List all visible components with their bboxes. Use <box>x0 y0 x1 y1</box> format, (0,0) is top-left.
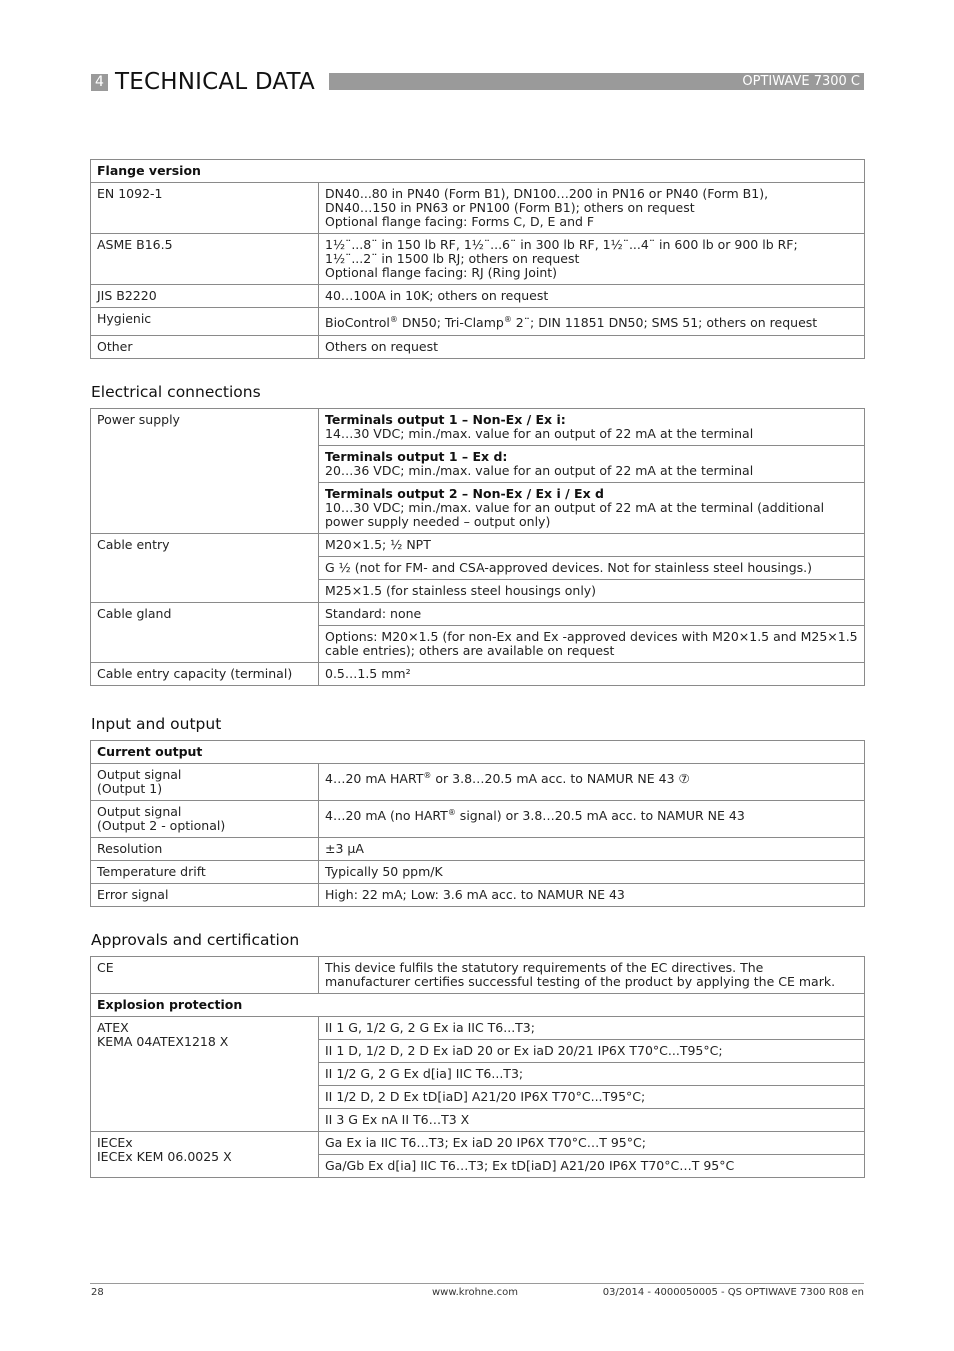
row-value <box>319 483 865 534</box>
value-line: DN40...80 in PN40 (Form B1), DN100…200 in PN16 or PN40 (Form B1), <box>325 186 769 201</box>
row-label <box>91 1132 319 1178</box>
row-label: Cable gland <box>91 603 319 663</box>
row-value: ±3 μA <box>319 838 865 861</box>
row-value: Others on request <box>319 336 865 359</box>
label-line: (Output 2 - optional) <box>97 818 226 833</box>
row-label <box>91 801 319 838</box>
table-row <box>91 308 865 336</box>
row-value: High: 22 mA; Low: 3.6 mA acc. to NAMUR NE 43 <box>319 884 865 907</box>
row-value: 40…100A in 10K; others on request <box>319 285 865 308</box>
table-row <box>91 534 865 557</box>
row-label: JIS B2220 <box>91 285 319 308</box>
row-label: Other <box>91 336 319 359</box>
value-line: power supply needed – output only) <box>325 514 551 529</box>
row-label: Resolution <box>91 838 319 861</box>
label-line: ATEX <box>97 1020 129 1035</box>
row-value: II 1 G, 1/2 G, 2 G Ex ia IIC T6...T3; <box>319 1017 865 1040</box>
row-label: Power supply <box>91 409 319 534</box>
row-label: Cable entry capacity (terminal) <box>91 663 319 686</box>
row-value <box>319 801 865 838</box>
flange-table <box>90 159 865 359</box>
value-text: DN50; Tri-Clamp <box>397 315 504 330</box>
table-row <box>91 160 865 183</box>
section-title-approvals: Approvals and certification <box>91 931 300 949</box>
row-value: Ga/Gb Ex d[ia] IIC T6…T3; Ex tD[iaD] A21/20 IP6X T70°C…T 95°C <box>319 1155 865 1178</box>
table-head: Flange version <box>91 160 865 183</box>
row-label: EN 1092-1 <box>91 183 319 234</box>
row-label: Temperature drift <box>91 861 319 884</box>
registered-mark: ® <box>423 770 432 780</box>
row-value: Standard: none <box>319 603 865 626</box>
label-line: IECEx <box>97 1135 133 1150</box>
value-heading: Terminals output 2 – Non-Ex / Ex i / Ex d <box>325 486 604 501</box>
table-row <box>91 861 865 884</box>
table-row <box>91 409 865 446</box>
row-value <box>319 234 865 285</box>
table-row <box>91 801 865 838</box>
value-line: 20…36 VDC; min./max. value for an output of 22 mA at the terminal <box>325 463 754 478</box>
io-table <box>90 740 865 907</box>
row-label <box>91 1017 319 1132</box>
value-line: 14…30 VDC; min./max. value for an output of 22 mA at the terminal <box>325 426 754 441</box>
table-row <box>91 1017 865 1040</box>
table-row <box>91 603 865 626</box>
section-title-electrical: Electrical connections <box>91 383 261 401</box>
row-value <box>319 446 865 483</box>
value-line: 1½¨...2¨ in 1500 lb RJ; others on request <box>325 251 580 266</box>
footer-divider <box>90 1283 864 1284</box>
value-text: BioControl <box>325 315 390 330</box>
chapter-number: 4 <box>91 74 108 91</box>
registered-mark: ® <box>389 314 398 324</box>
table-row <box>91 884 865 907</box>
page-number: 28 <box>91 1287 104 1298</box>
table-row <box>91 1132 865 1155</box>
approvals-table <box>90 956 865 1178</box>
row-value <box>319 183 865 234</box>
registered-mark: ® <box>503 314 512 324</box>
table-row <box>91 764 865 801</box>
value-text: 4…20 mA HART <box>325 771 424 786</box>
value-line: cable entries); others are available on request <box>325 643 615 658</box>
table-row <box>91 663 865 686</box>
value-line: DN40…150 in PN63 or PN100 (Form B1); others on request <box>325 200 695 215</box>
row-value <box>319 957 865 994</box>
row-label <box>91 764 319 801</box>
table-subhead: Explosion protection <box>91 994 865 1017</box>
table-row <box>91 336 865 359</box>
row-value <box>319 626 865 663</box>
row-value <box>319 308 865 336</box>
table-row <box>91 183 865 234</box>
page-title: TECHNICAL DATA <box>115 69 315 95</box>
row-label: ASME B16.5 <box>91 234 319 285</box>
row-value <box>319 764 865 801</box>
row-value: Typically 50 ppm/K <box>319 861 865 884</box>
label-line: Output signal <box>97 804 182 819</box>
value-text: 4…20 mA (no HART <box>325 808 448 823</box>
row-value: II 1/2 G, 2 G Ex d[ia] IIC T6...T3; <box>319 1063 865 1086</box>
value-line: Options: M20×1.5 (for non-Ex and Ex -approved devices with M20×1.5 and M25×1.5 <box>325 629 858 644</box>
value-text: signal) or 3.8…20.5 mA acc. to NAMUR NE 43 <box>455 808 745 823</box>
row-label: Error signal <box>91 884 319 907</box>
value-text: or 3.8…20.5 mA acc. to NAMUR NE 43 ⑦ <box>431 771 690 786</box>
value-line: 10…30 VDC; min./max. value for an output of 22 mA at the terminal (additional <box>325 500 825 515</box>
electrical-table <box>90 408 865 686</box>
table-row <box>91 994 865 1017</box>
label-line: Output signal <box>97 767 182 782</box>
table-row <box>91 285 865 308</box>
value-heading: Terminals output 1 – Non-Ex / Ex i: <box>325 412 566 427</box>
table-row <box>91 741 865 764</box>
value-text: 2¨; DIN 11851 DN50; SMS 51; others on request <box>511 315 818 330</box>
header-bar <box>329 73 864 90</box>
section-title-io: Input and output <box>91 715 222 733</box>
value-line: This device fulfils the statutory requirements of the EC directives. The <box>325 960 764 975</box>
row-value: II 1 D, 1/2 D, 2 D Ex iaD 20 or Ex iaD 20/21 IP6X T70°C...T95°C; <box>319 1040 865 1063</box>
value-heading: Terminals output 1 – Ex d: <box>325 449 508 464</box>
label-line: KEMA 04ATEX1218 X <box>97 1034 229 1049</box>
product-name: OPTIWAVE 7300 C <box>742 74 860 89</box>
table-row <box>91 957 865 994</box>
registered-mark: ® <box>447 807 456 817</box>
row-value: M25×1.5 (for stainless steel housings only) <box>319 580 865 603</box>
row-label: CE <box>91 957 319 994</box>
table-row <box>91 838 865 861</box>
row-value: G ½ (not for FM- and CSA-approved devices. Not for stainless steel housings.) <box>319 557 865 580</box>
value-line: 1½¨...8¨ in 150 lb RF, 1½¨...6¨ in 300 lb RF, 1½¨...4¨ in 600 lb or 900 lb RF; <box>325 237 798 252</box>
footer-url[interactable]: www.krohne.com <box>432 1287 518 1298</box>
value-line: Optional flange facing: Forms C, D, E and F <box>325 214 595 229</box>
page-header <box>91 70 864 94</box>
row-value: Ga Ex ia IIC T6…T3; Ex iaD 20 IP6X T70°C…T 95°C; <box>319 1132 865 1155</box>
table-head: Current output <box>91 741 865 764</box>
row-value: II 1/2 D, 2 D Ex tD[iaD] A21/20 IP6X T70°C...T95°C; <box>319 1086 865 1109</box>
row-value: II 3 G Ex nA II T6…T3 X <box>319 1109 865 1132</box>
row-value: M20×1.5; ½ NPT <box>319 534 865 557</box>
label-line: (Output 1) <box>97 781 163 796</box>
row-label: Cable entry <box>91 534 319 603</box>
row-label: Hygienic <box>91 308 319 336</box>
row-value <box>319 409 865 446</box>
value-line: Optional flange facing: RJ (Ring Joint) <box>325 265 558 280</box>
row-value: 0.5…1.5 mm² <box>319 663 865 686</box>
table-row <box>91 234 865 285</box>
document-id: 03/2014 - 4000050005 - QS OPTIWAVE 7300 R08 en <box>602 1287 864 1298</box>
label-line: IECEx KEM 06.0025 X <box>97 1149 232 1164</box>
value-line: manufacturer certifies successful testing of the product by applying the CE mark. <box>325 974 836 989</box>
